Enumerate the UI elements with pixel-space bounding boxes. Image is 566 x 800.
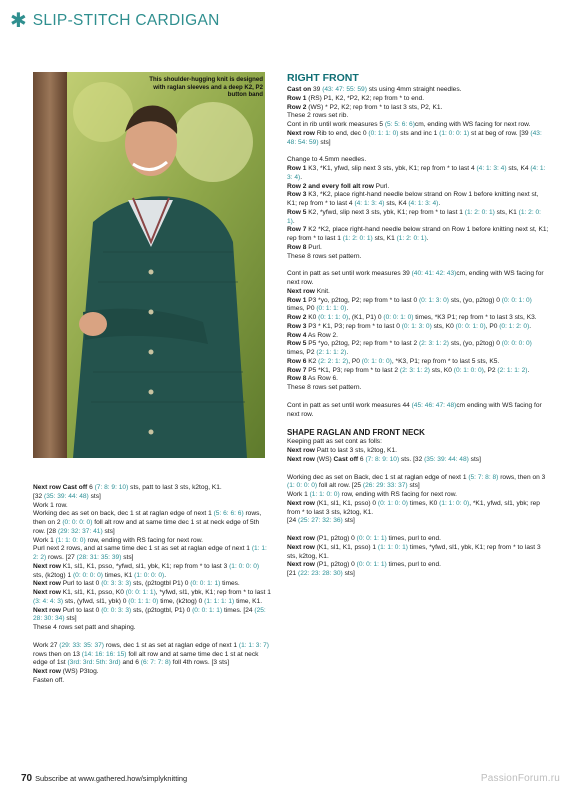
section-header: [10, 8, 220, 34]
subscribe-link[interactable]: Subscribe at www.gathered.how/simplyknitting: [35, 774, 188, 783]
photo-caption: This shoulder-hugging knit is designed with raglan sleeves and a deep K2, P2 button band: [149, 76, 263, 99]
instruction-line: Next row (K1, sl1, K1, psso) 0 (0: 1: 0: 0) times, K0 (1: 1: 0: 0), *K1, yfwd, sl1, ybk; rep from * to last 3 sts, k2tog, K1.: [287, 499, 540, 516]
watermark: PassionForum.ru: [480, 773, 560, 784]
instruction-line: Work 27 (29: 33: 35: 37) rows, dec 1 st as set at raglan edge of next 1 (1: 1: 3: 7) rows then on 13 (14: 16: 16: 15) foll alt row and at same time dec 1 st at neck edge of 1st (3rd: 3rd: 5th: 3rd) and 6 (6: 7: 7: 8) foll 4th rows. [3 sts]: [33, 641, 269, 667]
instruction-line: Next row K1, sl1, K1, psso, K0 (0: 0: 1: 1), *yfwd, sl1, ybk, K1; rep from * to last 1 (3: 4: 4: 3) sts, (yfwd, sl1, ybk) 0 (0: 1: 1: 0) time, (k2tog) 0 (1: 1: 1: 1) time, K1.: [33, 589, 271, 605]
instruction-line: Working dec as set on back, dec 1 st at raglan edge of next 1 (5: 6: 6: 6) rows, then on 2 (0: 0: 0: 0) foll alt row and at same time dec 1 st at neck edge of 5th row. [28 (29: 32: 37: 41) sts]: [33, 510, 262, 535]
instruction-line: [32 (35: 39: 44: 48) sts]: [33, 492, 101, 500]
instruction-line: Purl next 2 rows, and at same time dec 1 st as set at raglan edge of next 1 (1: 1: 2: 2) rows. [27 (28: 31: 35: 39) sts]: [33, 545, 267, 561]
section-heading: RIGHT FRONT: [287, 72, 359, 84]
page-footer: [21, 773, 187, 784]
instruction-line: These 2 rows set rib.: [287, 112, 349, 120]
instruction-line: Row 1 K3, *K1, yfwd, slip next 3 sts, ybk, K1; rep from * to last 4 (4: 1: 3: 4) sts, K4 (4: 1: 3: 4).: [287, 165, 546, 181]
instruction-line: Row 1 (RS) P1, K2, *P2, K2; rep from * to end.: [287, 94, 425, 102]
instruction-line: Cont in patt as set until work measures 44 (45: 46: 47: 48)cm ending with WS facing for next row.: [287, 401, 542, 418]
instruction-line: Keeping patt as set cont as folls:: [287, 438, 382, 446]
instruction-line: [24 (25: 27: 32: 36) sts]: [287, 517, 355, 525]
instruction-line: These 8 rows set pattern.: [287, 252, 362, 260]
instruction-line: Cont in patt as set until work measures 39 (40: 41: 42: 43)cm, ending with WS facing for next row.: [287, 270, 544, 286]
instruction-line: Next row K1, sl1, K1, psso, *yfwd, sl1, ybk, K1; rep from * to last 3 (1: 0: 0: 0) sts, (k2tog) 1 (0: 0: 0: 0) times, K1 (1: 0: 0: 0).: [33, 562, 260, 579]
instruction-line: Row 7 P5 *K1, P3; rep from * to last 2 (2: 3: 1: 2) sts, K0 (0: 1: 0: 0), P2 (2: 1: 1: 2).: [287, 366, 530, 374]
instruction-line: Row 2 K0 (0: 1: 1: 0), (K1, P1) 0 (0: 0: 1: 0) times, *K3 P1; rep from * to last 3 sts, K3.: [287, 314, 537, 321]
instruction-line: These 8 rows set pattern.: [287, 384, 362, 391]
instruction-line: Row 3 P3 * K1, P3; rep from * to last 0 (0: 1: 3: 0) sts, K0 (0: 0: 1: 0), P0 (0: 1: 2: 0).: [287, 322, 532, 330]
instruction-line: Row 3 K3, *K2, place right-hand needle below strand on Row 1 before knitting next st, K1; rep from * to last 4 (4: 1: 3: 4) sts, K4 (4: 1: 3: 4).: [287, 191, 539, 207]
instruction-line: Next row (P1, p2tog) 0 (0: 0: 1: 1) times, purl to end.: [287, 535, 441, 542]
instruction-line: [21 (22: 23: 28: 30) sts]: [287, 570, 355, 577]
instruction-line: Next row (P1, p2tog) 0 (0: 0: 1: 1) times, purl to end.: [287, 561, 441, 569]
instruction-line: Next row Knit.: [287, 287, 330, 295]
instruction-line: Work 1 row.: [33, 501, 68, 509]
instruction-line: Row 2 (WS) * P2, K2; rep from * to last 3 sts, P2, K1.: [287, 103, 443, 111]
subsection-heading: SHAPE RAGLAN AND FRONT NECK: [287, 428, 425, 438]
instruction-line: Row 7 K2 *K2, place right-hand needle below strand on Row 1 before knitting next st, K1; rep from * to last 1 (1: 2: 0: 1) sts, K1 (1: 2: 0: 1).: [287, 226, 549, 242]
cardigan-model-image: [33, 72, 265, 458]
instruction-line: Working dec as set on Back, dec 1 st at raglan edge of next 1 (5: 7: 8: 8) rows, then on 3 (1: 0: 0: 0) foll alt row. [25 (26: 29: 33: 37) sts]: [287, 473, 546, 490]
right-column: [287, 72, 549, 579]
instruction-line: Row 1 P3 *yo, p2tog, P2; rep from * to last 0 (0: 1: 3: 0) sts, (yo, p2tog) 0 (0: 0: 1: 0) times, P0 (0: 1: 1: 0).: [287, 296, 532, 313]
instruction-line: Next row Cast off 6 (7: 8: 9: 10) sts, patt to last 3 sts, k2tog, K1.: [33, 484, 222, 491]
instruction-line: Row 6 K2 (2: 2: 1: 2), P0 (0: 1: 0: 0), *K3, P1; rep from * to last 5 sts, K5.: [287, 357, 500, 365]
instruction-line: Next row Rib to end, dec 0 (0: 1: 1: 0) sts and inc 1 (1: 0: 0: 1) st at beg of row. [39 (43: 48: 54: 59) sts]: [287, 129, 542, 146]
model-photo: [33, 72, 265, 458]
instruction-line: Next row Patt to last 3 sts, k2tog, K1.: [287, 447, 397, 454]
page-number: 70: [21, 773, 33, 784]
instruction-line: Work 1 (1: 1: 0: 0) row, ending with RS facing for next row.: [33, 536, 203, 544]
instruction-line: Cast on 39 (43: 47: 55: 59) sts using 4mm straight needles.: [287, 86, 462, 93]
instruction-line: Row 8 As Row 6.: [287, 375, 338, 383]
instruction-line: Change to 4.5mm needles.: [287, 156, 367, 164]
instruction-line: Row 5 P5 *yo, p2tog, P2; rep from * to last 2 (2: 3: 1: 2) sts, (yo, p2tog) 0 (0: 0: 0: 0) times, P2 (2: 1: 1: 2).: [287, 340, 532, 356]
instruction-line: Next row (WS) Cast off 6 (7: 8: 9: 10) sts. [32 (35: 39: 44: 48) sts]: [287, 455, 481, 463]
instruction-line: Row 2 and every foll alt row Purl.: [287, 182, 390, 190]
instruction-line: Next row Purl to last 0 (0: 3: 3: 3) sts, (p2togtbl P1) 0 (0: 0: 1: 1) times.: [33, 580, 240, 588]
left-column: [33, 484, 271, 686]
instruction-line: Row 8 Purl.: [287, 243, 322, 251]
asterisk-icon: ✱: [10, 10, 27, 32]
instruction-line: Next row (WS) P3tog.: [33, 668, 99, 675]
instruction-line: Cont in rib until work measures 5 (5: 5: 6: 6)cm, ending with WS facing for next row.: [287, 121, 531, 128]
instruction-line: Work 1 (1: 1: 0: 0) row, ending with RS facing for next row.: [287, 491, 457, 498]
instruction-line: Fasten off.: [33, 676, 65, 684]
instruction-line: Row 4 As Row 2.: [287, 331, 338, 339]
instruction-line: These 4 rows set patt and shaping.: [33, 624, 136, 631]
page-title: SLIP-STITCH CARDIGAN: [32, 12, 220, 29]
instruction-line: Next row Purl to last 0 (0: 0: 3: 3) sts, (p2togtbl, P1) 0 (0: 0: 1: 1) times. [24 (25: 28: 30: 34) sts]: [33, 606, 266, 623]
instruction-line: Row 5 K2, *yfwd, slip next 3 sts, ybk, K1; rep from * to last 1 (1: 2: 0: 1) sts, K1 (1: 2: 0: 1).: [287, 208, 541, 225]
instruction-line: Next row (K1, sl1, K1, psso) 1 (1: 1: 0: 1) times, *yfwd, sl1, ybk, K1; rep from * to last 3 sts, k2tog, K1.: [287, 543, 541, 560]
